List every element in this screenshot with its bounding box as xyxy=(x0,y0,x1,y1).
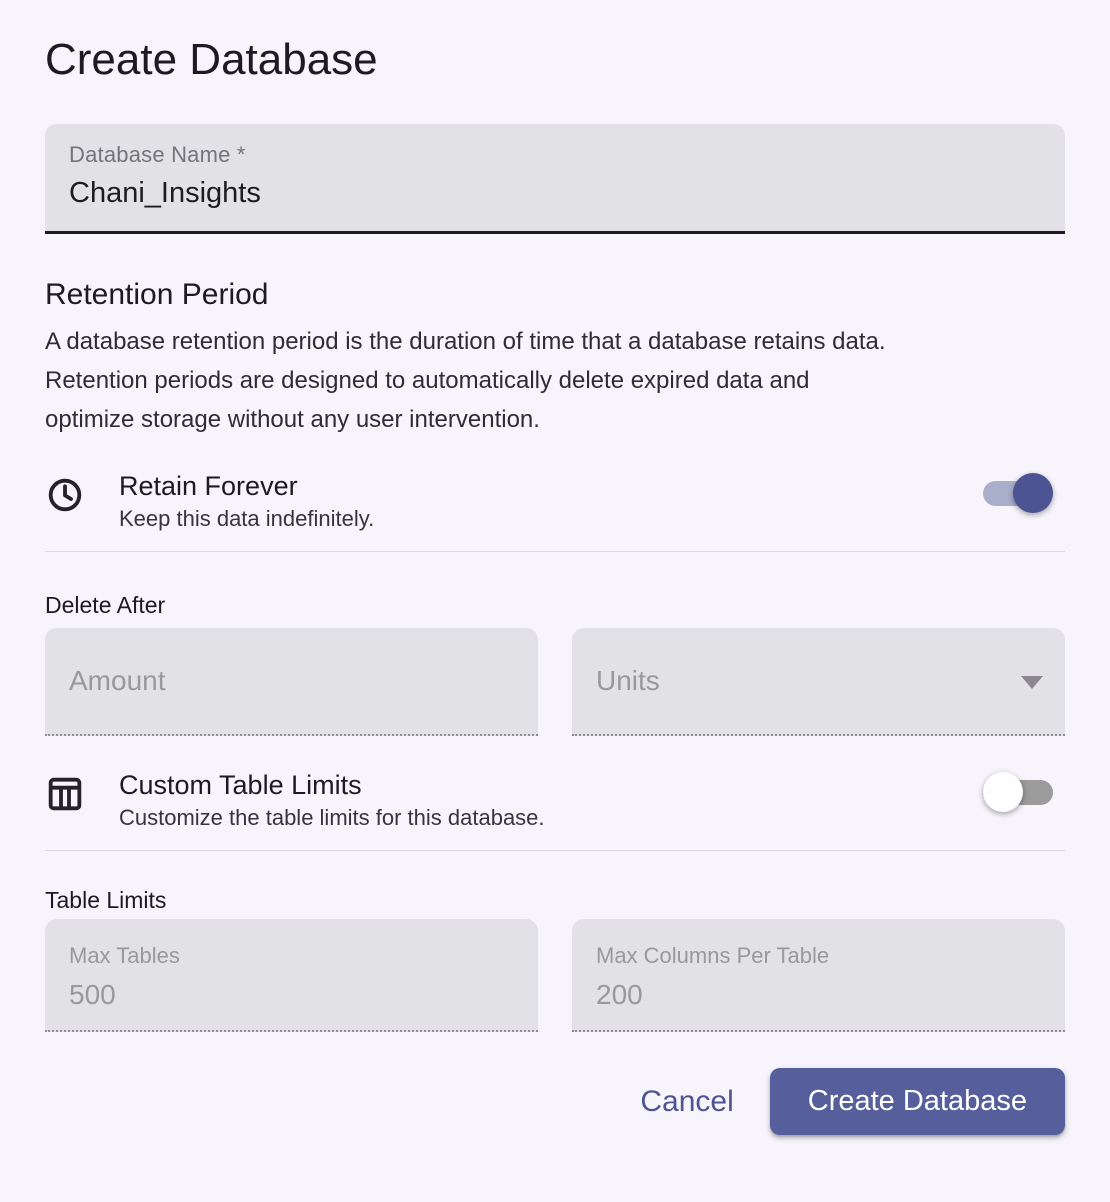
delete-after-label: Delete After xyxy=(45,592,166,618)
max-columns-field[interactable] xyxy=(572,919,1065,1032)
description-line: Retention periods are designed to automatically delete expired data and xyxy=(45,367,810,394)
page-title: Create Database xyxy=(45,35,378,84)
database-name-input[interactable] xyxy=(69,177,1041,210)
retention-period-description xyxy=(45,322,1065,439)
units-select[interactable] xyxy=(572,628,1065,736)
create-database-dialog xyxy=(0,34,1110,1172)
amount-field[interactable] xyxy=(45,628,538,736)
retain-forever-text xyxy=(119,469,374,533)
database-name-field[interactable] xyxy=(45,124,1065,234)
units-select-value: Units xyxy=(596,665,660,696)
max-columns-input[interactable] xyxy=(596,979,1041,1011)
max-tables-input[interactable] xyxy=(69,979,514,1011)
cancel-button[interactable]: Cancel xyxy=(622,1075,751,1129)
switch-thumb xyxy=(1013,473,1053,513)
custom-table-limits-row xyxy=(45,768,1065,851)
retain-forever-title: Retain Forever xyxy=(119,471,298,501)
retain-forever-row xyxy=(45,469,1065,552)
retention-period-heading: Retention Period xyxy=(45,278,269,311)
create-database-button[interactable]: Create Database xyxy=(770,1068,1065,1135)
dropdown-arrow-icon xyxy=(1021,676,1043,689)
table-limits-label: Table Limits xyxy=(45,887,167,913)
custom-table-limits-text xyxy=(119,768,545,832)
max-tables-label: Max Tables xyxy=(69,943,180,968)
switch-thumb xyxy=(983,772,1023,812)
retain-forever-switch[interactable] xyxy=(983,473,1053,513)
table-icon xyxy=(45,774,85,814)
amount-input[interactable] xyxy=(69,665,514,697)
retain-forever-subtitle: Keep this data indefinitely. xyxy=(119,506,375,531)
clock-icon xyxy=(45,475,85,515)
max-columns-label: Max Columns Per Table xyxy=(596,943,830,968)
dialog-actions xyxy=(45,1068,1065,1135)
database-name-label: Database Name * xyxy=(69,142,246,167)
max-tables-field[interactable] xyxy=(45,919,538,1032)
table-limits-fields xyxy=(45,919,1065,1032)
custom-table-limits-switch[interactable] xyxy=(983,772,1053,812)
description-line: A database retention period is the duration of time that a database retains data. xyxy=(45,328,886,355)
delete-after-fields xyxy=(45,628,1065,736)
custom-table-limits-title: Custom Table Limits xyxy=(119,770,362,800)
custom-table-limits-subtitle: Customize the table limits for this database. xyxy=(119,805,545,830)
description-line: optimize storage without any user intervention. xyxy=(45,406,540,433)
